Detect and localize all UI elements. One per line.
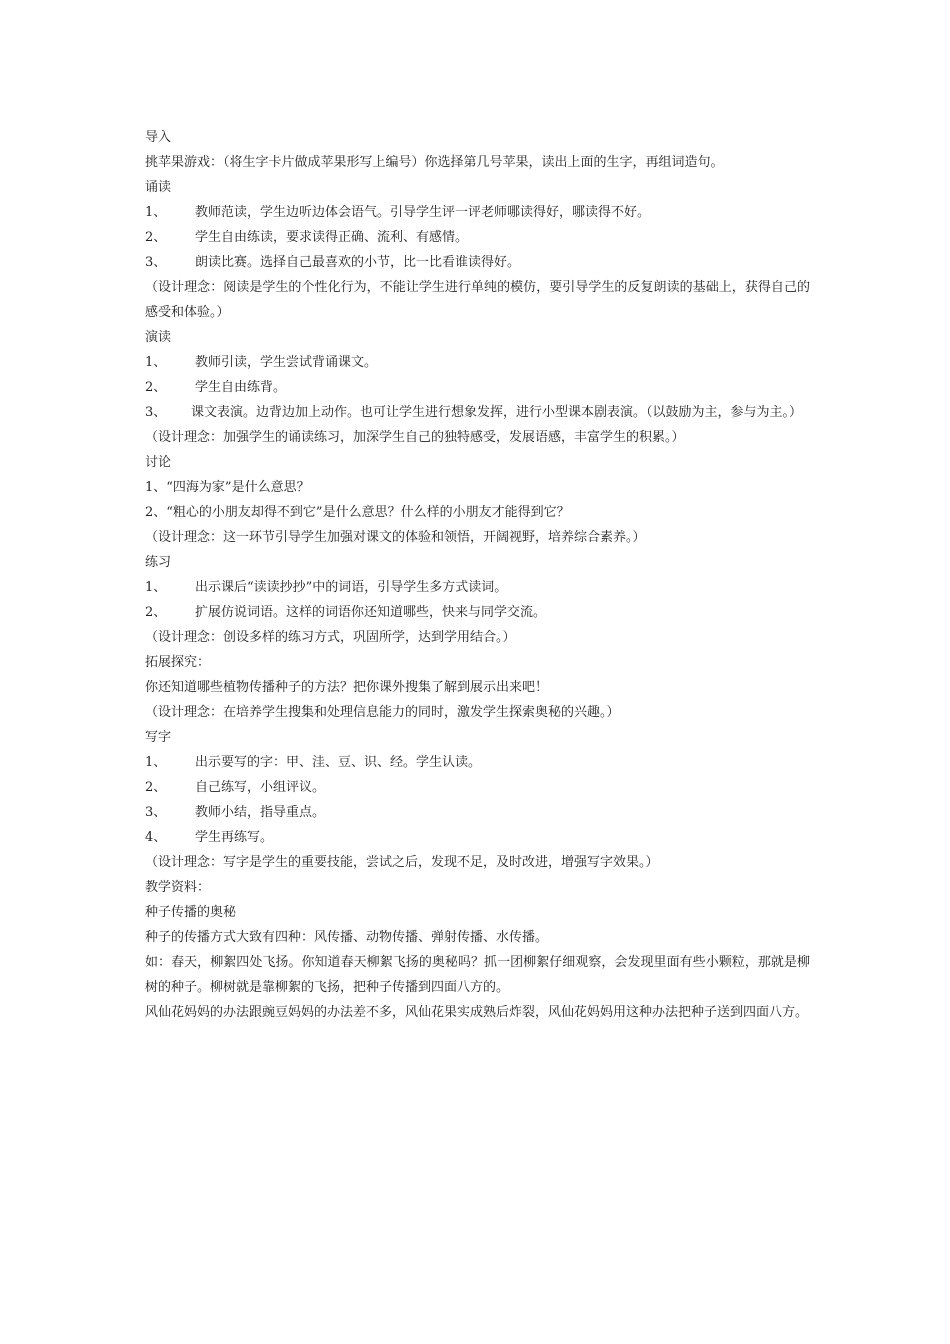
design-note: （设计理念：这一环节引导学生加强对课文的体验和领悟，开阔视野，培养综合素养。）: [145, 530, 646, 545]
design-note: （设计理念：阅读是学生的个性化行为，不能让学生进行单纯的模仿，要引导学生的反复朗读的基础上，获得自己的感受和体验。）: [145, 280, 810, 320]
item-text: 出示课后“读读抄抄”中的词语，引导学生多方式读词。: [195, 580, 508, 595]
material-title: 种子传播的奥秘: [145, 905, 237, 920]
design-note: （设计理念：加强学生的诵读练习，加深学生自己的独特感受，发展语感，丰富学生的积累。）: [145, 430, 685, 445]
list-item: [145, 775, 810, 800]
heading-recite: 诵读: [145, 180, 172, 195]
item-text: 朗读比赛。选择自己最喜欢的小节，比一比看谁读得好。: [195, 255, 521, 270]
list-item: [145, 575, 810, 600]
material-paragraph: 如：春天，柳絮四处飞扬。你知道春天柳絮飞扬的奥秘吗？抓一团柳絮仔细观察，会发现里面有些小颗粒，那就是柳树的种子。柳树就是靠柳絮的飞扬，把种子传播到四面八方的。: [145, 955, 810, 995]
item-number: 4、: [145, 830, 167, 845]
item-text: 扩展仿说词语。这样的词语你还知道哪些，快来与同学交流。: [195, 605, 547, 620]
list-item: [145, 350, 810, 375]
list-item: [145, 250, 810, 275]
heading-discuss: 讨论: [145, 455, 172, 470]
item-number: 2、: [145, 380, 167, 395]
list-item: [145, 375, 810, 400]
list-item: [145, 750, 810, 775]
material-paragraph: 种子的传播方式大致有四种：风传播、动物传播、弹射传播、水传播。: [145, 930, 549, 945]
heading-explore: 拓展探究：: [145, 655, 211, 670]
heading-write: 写字: [145, 730, 172, 745]
heading-intro: 导入: [145, 130, 172, 145]
list-item: 2、“粗心的小朋友却得不到它”是什么意思？什么样的小朋友才能得到它？: [145, 505, 570, 520]
item-text: 出示要写的字：甲、洼、豆、识、经。学生认读。: [195, 755, 482, 770]
document-page: [145, 125, 810, 1025]
design-note: （设计理念：创设多样的练习方式，巩固所学，达到学用结合。）: [145, 630, 516, 645]
item-number: 3、: [145, 255, 167, 270]
item-number: 2、: [145, 605, 167, 620]
item-text: 课文表演。边背边加上动作。也可让学生进行想象发挥，进行小型课本剧表演。（以鼓励为主，参与为主。）: [191, 405, 803, 420]
item-number: 1、: [145, 355, 167, 370]
explore-text: 你还知道哪些植物传播种子的方法？把你课外搜集了解到展示出来吧！: [145, 680, 549, 695]
heading-perform: 演读: [145, 330, 172, 345]
item-number: 3、: [145, 805, 167, 820]
item-text: 教师小结，指导重点。: [195, 805, 326, 820]
list-item: [145, 825, 810, 850]
item-number: 3、: [145, 405, 167, 420]
list-item: [145, 225, 810, 250]
heading-material: 教学资料：: [145, 880, 211, 895]
material-paragraph: 风仙花妈妈的办法跟豌豆妈妈的办法差不多，风仙花果实成熟后炸裂，风仙花妈妈用这种办法把种子送到四面八方。: [145, 1005, 809, 1020]
item-text: 学生自由练读，要求读得正确、流利、有感情。: [195, 230, 469, 245]
list-item: [145, 200, 810, 225]
list-item: 1、“四海为家”是什么意思？: [145, 480, 310, 495]
list-item: [145, 400, 810, 425]
item-number: 2、: [145, 780, 167, 795]
item-number: 1、: [145, 580, 167, 595]
item-text: 教师范读，学生边听边体会语气。引导学生评一评老师哪读得好，哪读得不好。: [195, 205, 651, 220]
item-text: 学生再练写。: [195, 830, 274, 845]
item-text: 学生自由练背。: [195, 380, 287, 395]
item-number: 1、: [145, 755, 167, 770]
heading-practice: 练习: [145, 555, 172, 570]
item-text: 教师引读，学生尝试背诵课文。: [195, 355, 378, 370]
design-note: （设计理念：在培养学生搜集和处理信息能力的同时，激发学生探索奥秘的兴趣。）: [145, 705, 620, 720]
list-item: [145, 600, 810, 625]
item-number: 2、: [145, 230, 167, 245]
intro-text: 挑苹果游戏：（将生字卡片做成苹果形写上编号）你选择第几号苹果，读出上面的生字，再组词造句。: [145, 155, 724, 170]
item-number: 1、: [145, 205, 167, 220]
design-note: （设计理念：写字是学生的重要技能，尝试之后，发现不足，及时改进，增强写字效果。）: [145, 855, 659, 870]
item-text: 自己练写，小组评议。: [195, 780, 326, 795]
list-item: [145, 800, 810, 825]
